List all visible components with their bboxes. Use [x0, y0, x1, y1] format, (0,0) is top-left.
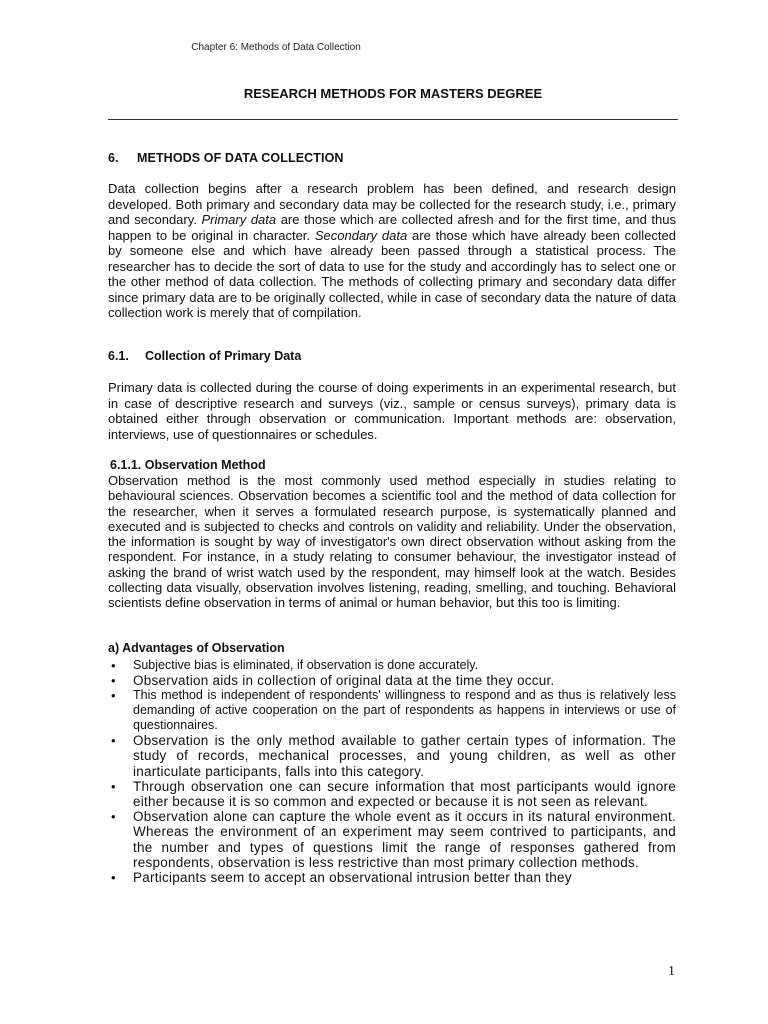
intro-text-b: are those which are collected afresh and for the first time, and thus happen to be original in character.: [108, 212, 676, 243]
subsection-title: Collection of Primary Data: [145, 349, 302, 363]
list-item: [108, 733, 676, 779]
section-title: METHODS OF DATA COLLECTION: [137, 151, 344, 165]
list-item-text: Subjective bias is eliminated, if observation is done accurately.: [133, 658, 479, 672]
list-item-text: Observation alone can capture the whole event as it occurs in its natural environment. Whereas the environment of an experiment may seem contrived to participants, and the number and types of questions limit the range of responses gathered from respondents, observation is less restrictive than most primary collection methods.: [133, 809, 676, 870]
section-number: 6.: [108, 151, 119, 165]
observation-method-paragraph: Observation method is the most commonly used method especially in studies relating to behavioural sciences. Observation becomes a scientific tool and the method of data collection for the researcher, when it serves a formulated research purpose, is systematically planned and executed and is subjected to checks and controls on validity and reliability. Under the observation, the information is sought by way of investigator's own direct observation without asking from the respondent. For instance, in a study relating to consumer behaviour, the investigator instead of asking the brand of wrist watch used by the respondent, may himself look at the watch. Besides collecting data visually, observation involves listening, reading, smelling, and touching. Behavioral scientists define observation in terms of animal or human behavior, but this too is limiting.: [108, 473, 676, 611]
primary-data-paragraph: Primary data is collected during the course of doing experiments in an experimental research, but in case of descriptive research and surveys (viz., sample or census surveys), primary data is obtained either through observation or communication. Important methods are: observation, interviews, use of questionnaires or schedules.: [108, 380, 676, 442]
list-item: [108, 779, 676, 809]
bullet-icon: •: [111, 673, 116, 688]
advantages-heading: a) Advantages of Observation: [108, 641, 285, 655]
list-item: [108, 870, 676, 885]
bullet-icon: •: [111, 809, 116, 825]
subsection-heading: [108, 349, 301, 363]
bullet-icon: •: [111, 778, 116, 794]
subsection-number: 6.1.: [108, 349, 129, 363]
bullet-icon: •: [111, 733, 116, 749]
list-item-text: This method is independent of respondents' willingness to respond and as thus is relatively less demanding of active cooperation on the part of respondents as happens in interviews or use of questionnaires.: [133, 688, 676, 733]
document-title: RESEARCH METHODS FOR MASTERS DEGREE: [243, 86, 543, 101]
section-heading: [108, 151, 344, 165]
list-item-text: Observation aids in collection of original data at the time they occur.: [133, 673, 555, 688]
list-item-text: Participants seem to accept an observational intrusion better than they: [133, 870, 572, 886]
list-item: [108, 658, 676, 673]
intro-text-c: are those which have already been collected by someone else and which have already been passed through a statistical process. The researcher has to decide the sort of data to use for the study and accordingly has to select one or the other method of data collection. The methods of collecting primary and secondary data differ since primary data are to be originally collected, while in case of secondary data the nature of data collection work is merely that of compilation.: [108, 227, 676, 320]
title-divider: [108, 119, 678, 120]
list-item: [108, 809, 676, 870]
intro-text-a: Data collection begins after a research problem has been defined, and research design developed. Both primary and secondary data may be collected for the research study, i.e., primary and secondary.: [108, 181, 676, 227]
running-header: Chapter 6: Methods of Data Collection: [191, 42, 361, 53]
observation-method-heading: 6.1.1. Observation Method: [110, 458, 266, 472]
page-number: 1: [668, 964, 675, 979]
primary-data-term: Primary data: [201, 212, 277, 227]
intro-paragraph: [108, 181, 676, 321]
list-item-text: Through observation one can secure information that most participants would ignore either because it is so common and expected or because it is not seen as relevant.: [133, 778, 676, 810]
list-item-text: Observation is the only method available to gather certain types of information. The study of records, mechanical processes, and young children, as well as other inarticulate participants, falls into this category.: [133, 733, 676, 779]
list-item: [108, 673, 676, 688]
secondary-data-term: Secondary data: [314, 227, 408, 243]
bullet-icon: •: [111, 658, 116, 673]
bullet-icon: •: [111, 688, 116, 704]
bullet-icon: •: [111, 870, 116, 886]
list-item: [108, 688, 676, 733]
advantages-list: [108, 658, 676, 885]
